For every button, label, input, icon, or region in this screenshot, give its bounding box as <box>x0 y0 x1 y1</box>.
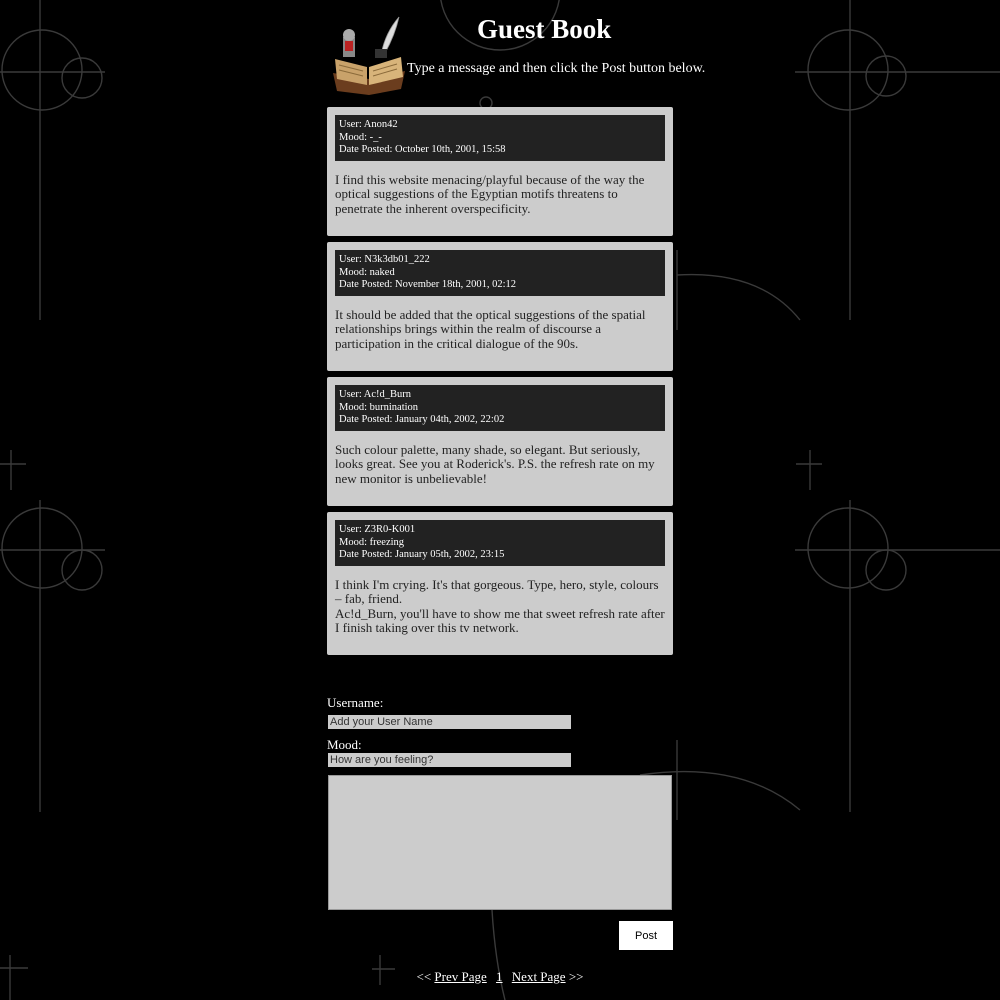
entry-message <box>335 161 665 216</box>
entry-user: User: N3k3db01_222 <box>339 254 430 265</box>
guestbook-entry <box>327 377 673 506</box>
guestbook-page <box>327 0 706 984</box>
mood-input[interactable] <box>328 753 571 767</box>
entry-mood: Mood: freezing <box>339 536 405 548</box>
post-button[interactable]: Post <box>619 921 673 950</box>
entry-message-text: It should be added that the optical suggestions of the spatial relationships brings within the realm of discourse a participation in the critical dialogue of the 90s. <box>335 307 646 351</box>
entry-mood: Mood: naked <box>339 266 395 278</box>
guestbook-header <box>327 0 706 104</box>
page-number-link[interactable]: 1 <box>496 969 503 984</box>
pagination <box>327 969 673 985</box>
guestbook-entry <box>327 107 673 236</box>
entry-meta <box>335 250 665 296</box>
entry-message-text: Ac!d_Burn, you'll have to show me that sweet refresh rate after I finish taking over this tv network. <box>335 605 665 635</box>
entry-message <box>335 431 665 486</box>
page-title: Guest Book <box>477 14 612 44</box>
open-book-quill-icon <box>329 15 407 95</box>
guestbook-entry <box>327 242 673 371</box>
username-input[interactable] <box>328 715 571 729</box>
entry-message-text: Such colour palette, many shade, so elegant. But seriously, looks great. See you at Roderick's. P.S. the refresh rate on my new monitor is unbelievable! <box>335 442 655 486</box>
entry-meta <box>335 520 665 566</box>
entry-mood: Mood: -_- <box>339 131 382 143</box>
prev-arrows: << <box>416 969 432 984</box>
entry-user: User: Anon42 <box>339 119 398 130</box>
page-instructions: Type a message and then click the Post button below. <box>407 61 706 76</box>
entry-date: Date Posted: November 18th, 2001, 02:12 <box>339 279 517 291</box>
message-textarea[interactable] <box>328 775 672 910</box>
entry-meta <box>335 385 665 431</box>
entry-date: Date Posted: January 04th, 2002, 22:02 <box>339 414 505 426</box>
username-label: Username: <box>327 695 384 710</box>
guestbook-entry <box>327 512 673 655</box>
next-arrows: >> <box>568 969 584 984</box>
entry-message <box>335 566 665 635</box>
entry-meta <box>335 115 665 161</box>
entry-date: Date Posted: January 05th, 2002, 23:15 <box>339 549 505 561</box>
entry-message <box>335 296 665 351</box>
next-page-link[interactable]: Next Page <box>511 969 566 984</box>
prev-page-link[interactable]: Prev Page <box>434 969 487 984</box>
entry-message-text: I think I'm crying. It's that gorgeous. Type, hero, style, colours – fab, friend. <box>335 577 659 607</box>
entry-user: User: Z3R0-K001 <box>339 524 416 535</box>
mood-label: Mood: <box>327 737 362 752</box>
entry-message-text: I find this website menacing/playful because of the way the optical suggestions of the Egyptian motifs threatens to penetrate the inherent overspecificity. <box>335 172 645 216</box>
entry-date: Date Posted: October 10th, 2001, 15:58 <box>339 144 506 156</box>
entry-mood: Mood: burnination <box>339 401 419 413</box>
entry-user: User: Ac!d_Burn <box>339 389 412 400</box>
